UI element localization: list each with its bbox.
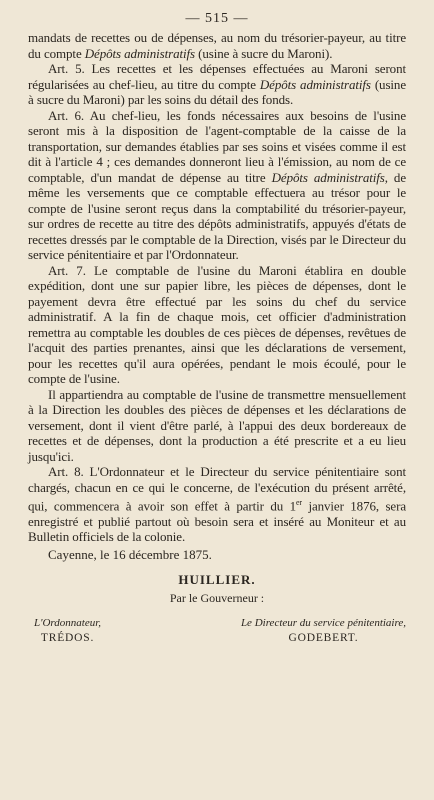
- article-5: [28, 61, 406, 108]
- article-6: [28, 108, 406, 263]
- paragraph-text: Art. 5. Les recettes et les dépenses effectuées au Maroni seront régularisées au chef-lieu, au titre du compte: [28, 61, 406, 92]
- directeur-signature: [241, 616, 406, 646]
- governor-signature: HUILLIER.: [178, 572, 256, 588]
- paragraph-text: mandats de recettes ou de dépenses, au nom du trésorier-payeur, au titre du compte: [28, 30, 406, 61]
- italic-term: Dépôts administratifs: [84, 45, 195, 61]
- paragraph-continuation: [28, 30, 406, 61]
- ordonnateur-signature: [28, 616, 101, 646]
- official-name: GODEBERT.: [288, 632, 359, 645]
- paragraph-text: janvier 1876, sera enregistré et publié partout où besoin sera et inséré au Moniteur et au Bulletin officiels de la colonie.: [28, 498, 406, 545]
- article-8: [28, 464, 406, 545]
- italic-term: Dépôts administratifs: [259, 76, 371, 92]
- date-line: Cayenne, le 16 décembre 1875.: [48, 546, 212, 562]
- article-7: Art. 7. Le comptable de l'usine du Maroni établira en double expédition, dont une sur papier libre, les pièces de dépenses, dont le payement devra être effectué par les soins du chef du service administratif. A la fin de chaque mois, cet officier d'administration remettra au comptable les doubles de ces pièces de dépenses, revêtues de l'acquit des parties prenantes, ainsi que les déclarations de versement, pour les recettes qu'il aura opérées, pendant le mois écoulé, pour le compte de l'usine.: [28, 262, 406, 386]
- paragraph-text: (usine à sucre du Maroni).: [194, 45, 333, 61]
- italic-term: Dépôts administratifs: [271, 169, 385, 185]
- par-le-gouverneur: Par le Gouverneur :: [169, 591, 265, 606]
- paragraph-text: , de même les versements que ce comptable effectuera au trésor pour le compte de l'usine seront reçus dans la comptabilité du trésorier-payeur, sur ordres de recette au titre des dépôts administratifs, appuyés d'états de recettes dressés par le comptable de la Direction, visés par le Directeur du service pénitentiaire et par l'Ordonnateur.: [28, 169, 407, 262]
- official-title: L'Ordonnateur,: [34, 617, 102, 630]
- page-number: — 515 —: [185, 11, 249, 26]
- paragraph-text: (usine à sucre du Maroni) par les soins du détail des fonds.: [28, 76, 406, 107]
- paragraph-text: Art. 8. L'Ordonnateur et le Directeur du service pénitentiaire sont chargés, chacun en ce qui le concerne, de l'exécution du présent arrêté, qui, commencera à avoir son effet à partir du 1: [28, 464, 406, 514]
- superscript: er: [295, 498, 302, 507]
- signature-block: [28, 572, 406, 606]
- official-name: TRÉDOS.: [40, 632, 95, 645]
- paragraph-transmission: Il appartiendra au comptable de l'usine de transmettre mensuellement à la Direction les doubles des pièces de dépenses et les déclarations de versement, dont il vient d'être parlé, à l'appui des deux bordereaux de recettes et de dépenses, dont la production a été prescrite et a eu lieu jusqu'ici.: [28, 386, 406, 464]
- countersignatures: [28, 616, 406, 646]
- paragraph-text: Art. 6. Au chef-lieu, les fonds nécessaires aux besoins de l'usine seront mis à la disposition de l'agent-comptable de la caisse de la transportation, sur demandes établies par ses soins et visées comme il est dit à l'article 4 ; ces demandes donneront lieu à l'émission, au nom de ce comptable, d'un mandat de dépense au titre: [28, 107, 406, 185]
- official-title: Le Directeur du service pénitentiaire,: [240, 617, 406, 630]
